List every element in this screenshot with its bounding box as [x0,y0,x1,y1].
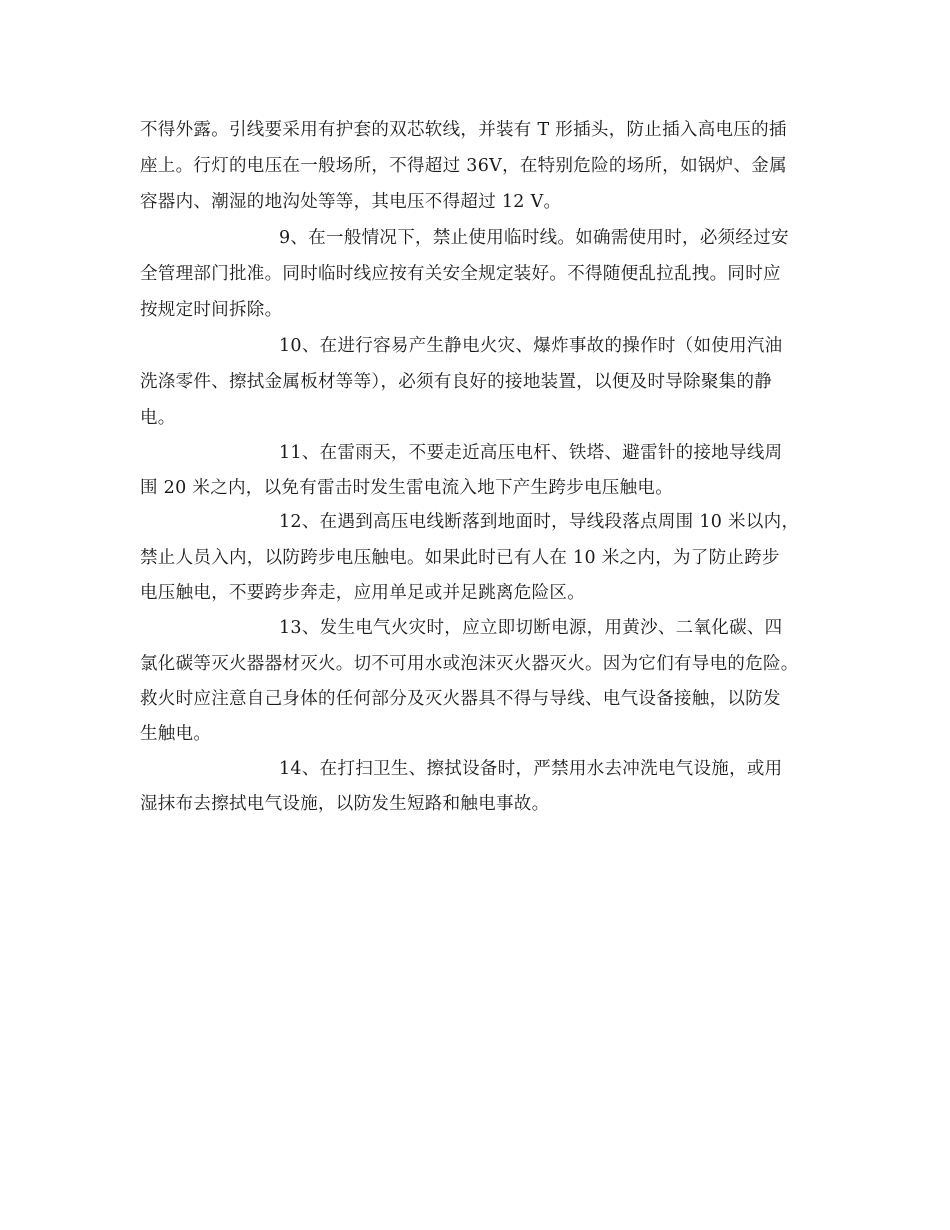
paragraph-start-item-13: 13、发生电气火灾时，应立即切断电源，用黄沙、二氧化碳、四 [279,618,783,638]
text-line: 全管理部门批准。同时临时线应按有关安全规定装好。不得随便乱拉乱拽。同时应 [140,264,781,284]
text-line: 座上。行灯的电压在一般场所，不得超过 36V，在特别危险的场所，如锅炉、金属 [140,156,787,176]
paragraph-start-item-12: 12、在遇到高压电线断落到地面时，导线段落点周围 10 米以内， [279,512,800,532]
text-line: 生触电。 [140,724,212,744]
text-line: 围 20 米之内，以免有雷击时发生雷电流入地下产生跨步电压触电。 [140,478,673,498]
paragraph-start-item-10: 10、在进行容易产生静电火灾、爆炸事故的操作时（如使用汽油 [279,336,783,356]
text-line: 氯化碳等灭火器器材灭火。切不可用水或泡沫灭火器灭火。因为它们有导电的危险。 [140,654,799,674]
paragraph-start-item-9: 9、在一般情况下，禁止使用临时线。如确需使用时，必须经过安 [279,228,789,248]
text-line: 电。 [140,408,176,428]
text-line: 湿抹布去擦拭电气设施，以防发生短路和触电事故。 [140,794,550,814]
paragraph-start-item-14: 14、在打扫卫生、擦拭设备时，严禁用水去冲洗电气设施，或用 [279,759,783,779]
paragraph-start-item-11: 11、在雷雨天，不要走近高压电杆、铁塔、避雷针的接地导线周 [279,443,783,463]
text-line: 洗涤零件、擦拭金属板材等等），必须有良好的接地装置，以便及时导除聚集的静 [140,372,773,392]
text-line: 禁止人员入内，以防跨步电压触电。如果此时已有人在 10 米之内，为了防止跨步 [140,548,780,568]
text-line: 不得外露。引线要采用有护套的双芯软线，并装有 T 形插头，防止插入高电压的插 [140,120,787,140]
text-line: 救火时应注意自己身体的任何部分及灭火器具不得与导线、电气设备接触，以防发 [140,689,781,709]
text-line: 电压触电，不要跨步奔走，应用单足或并足跳离危险区。 [140,583,585,603]
text-line: 按规定时间拆除。 [140,300,283,320]
text-line: 容器内、潮湿的地沟处等等，其电压不得超过 12 V。 [140,192,562,212]
